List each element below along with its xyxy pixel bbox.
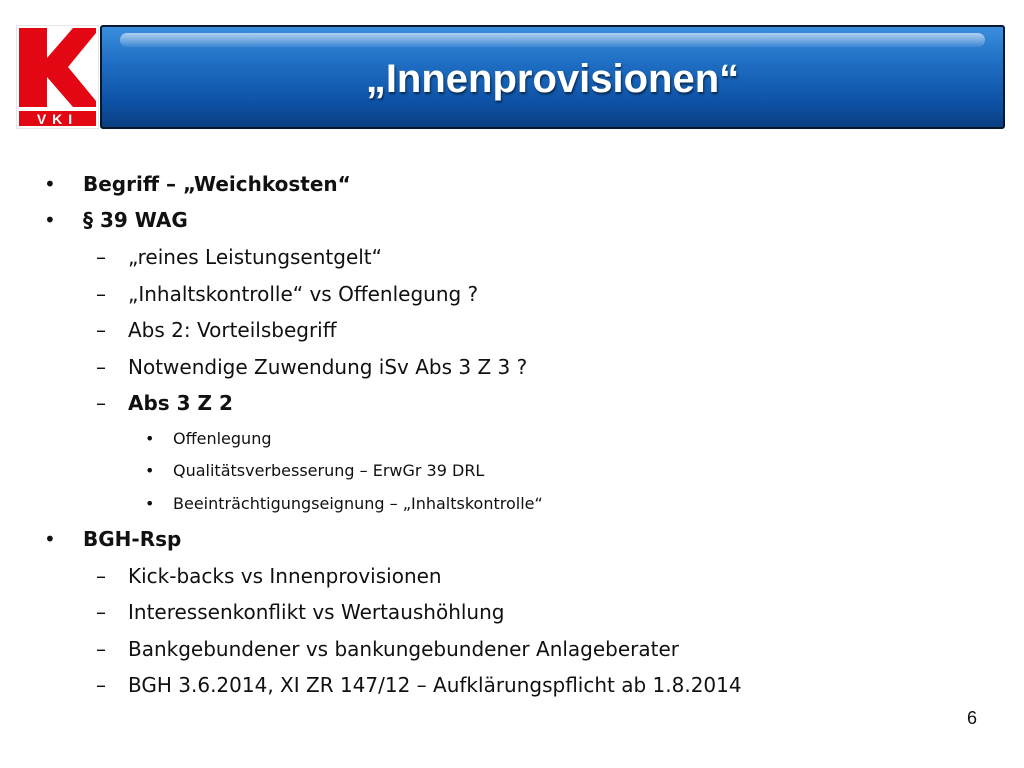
list-item-text: Notwendige Zuwendung iSv Abs 3 Z 3 ? — [128, 355, 528, 379]
list-item-text: „reines Leistungsentgelt“ — [128, 245, 383, 269]
list-item-text: Beeinträchtigungseignung – „Inhaltskontrolle“ — [173, 494, 543, 513]
dash-bullet: – — [96, 600, 106, 624]
dash-bullet: – — [96, 355, 106, 379]
dot-bullet: • — [145, 461, 155, 480]
dash-bullet: – — [96, 245, 106, 269]
list-item-text: Abs 3 Z 2 — [128, 391, 233, 415]
dash-bullet: – — [96, 673, 106, 697]
list-item-text: Abs 2: Vorteilsbegriff — [128, 318, 337, 342]
dot-bullet: • — [145, 494, 155, 513]
dot-bullet: • — [44, 527, 56, 551]
slide-title: „Innenprovisionen“ — [365, 57, 740, 101]
list-item-text: Bankgebundener vs bankungebundener Anlageberater — [128, 637, 680, 661]
dash-bullet: – — [96, 637, 106, 661]
list-item-text: § 39 WAG — [83, 208, 188, 232]
list-item-text: „Inhaltskontrolle“ vs Offenlegung ? — [128, 282, 479, 306]
list-item-text: BGH 3.6.2014, XI ZR 147/12 – Aufklärungspflicht ab 1.8.2014 — [128, 673, 742, 697]
dot-bullet: • — [44, 208, 56, 232]
list-item-text: Begriff – „Weichkosten“ — [83, 172, 351, 196]
dot-bullet: • — [44, 172, 56, 196]
list-item-text: Offenlegung — [173, 429, 272, 448]
list-item-text: BGH-Rsp — [83, 527, 182, 551]
dot-bullet: • — [145, 429, 155, 448]
dash-bullet: – — [96, 564, 106, 588]
list-item-text: Kick-backs vs Innenprovisionen — [128, 564, 442, 588]
list-item-text: Qualitätsverbesserung – ErwGr 39 DRL — [173, 461, 485, 480]
dash-bullet: – — [96, 318, 106, 342]
page-number: 6 — [966, 708, 977, 728]
list-item-text: Interessenkonflikt vs Wertaushöhlung — [128, 600, 505, 624]
logo-text: VKI — [36, 111, 79, 127]
dash-bullet: – — [96, 282, 106, 306]
dash-bullet: – — [96, 391, 106, 415]
